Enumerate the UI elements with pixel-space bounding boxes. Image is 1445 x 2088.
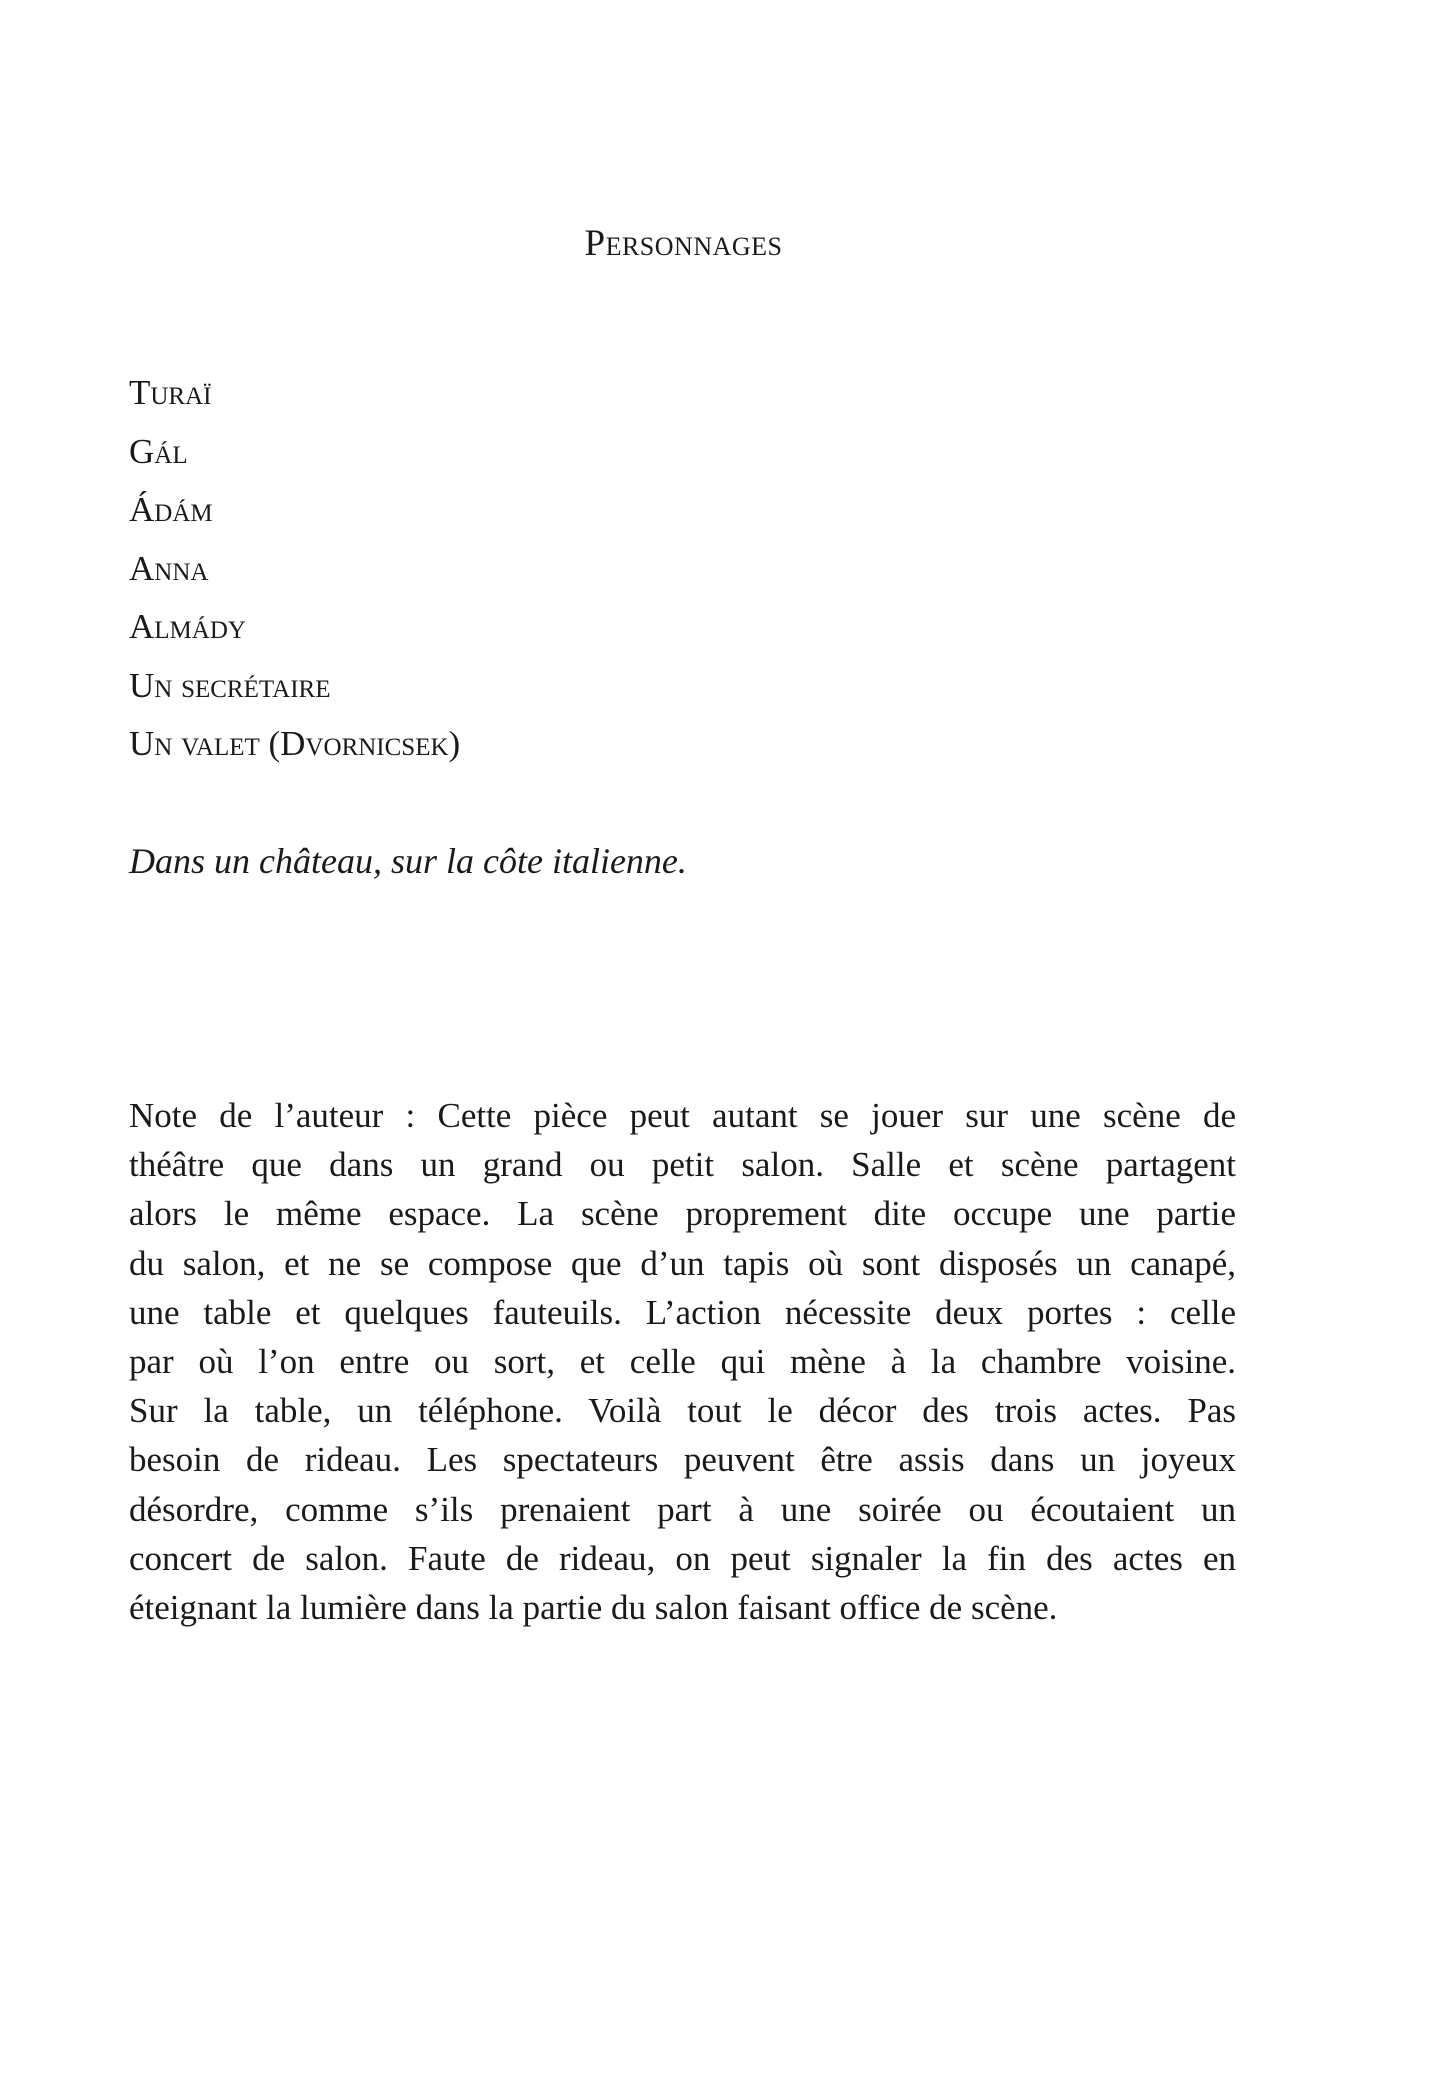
note-line: désordre, comme s’ils prenaient part à une soirée ou écoutaient un: [129, 1489, 1236, 1529]
cast-item-gal: Gál: [129, 431, 188, 471]
cast-item-adam: Ádám: [129, 490, 213, 529]
note-line: théâtre que dans un grand ou petit salon. Salle et scène partagent: [129, 1145, 1236, 1185]
author-note: [129, 1091, 1236, 1632]
cast-item-valet: Un valet (Dvornicsek): [129, 724, 461, 763]
note-line: une table et quelques fauteuils. L’action nécessite deux portes : celle: [129, 1292, 1236, 1332]
setting-line: Dans un château, sur la côte italienne.: [129, 841, 687, 881]
cast-item-almady: Almády: [129, 607, 246, 646]
note-line: Sur la table, un téléphone. Voilà tout le décor des trois actes. Pas: [129, 1391, 1236, 1431]
note-line: éteignant la lumière dans la partie du salon faisant office de scène.: [129, 1587, 1058, 1627]
cast-list: [129, 364, 460, 774]
note-line: besoin de rideau. Les spectateurs peuvent être assis dans un joyeux: [129, 1440, 1236, 1480]
note-line: alors le même espace. La scène proprement dite occupe une partie: [129, 1194, 1236, 1234]
note-line: concert de salon. Faute de rideau, on peut signaler la fin des actes en: [129, 1538, 1236, 1578]
note-line: par où l’on entre ou sort, et celle qui mène à la chambre voisine.: [129, 1341, 1236, 1381]
cast-item-secretaire: Un secrétaire: [129, 665, 331, 705]
note-line: Note de l’auteur : Cette pièce peut autant se jouer sur une scène de: [129, 1096, 1236, 1135]
cast-item-anna: Anna: [129, 548, 209, 588]
cast-item-turai: Turaï: [129, 373, 212, 412]
page-title: Personnages: [584, 223, 783, 264]
note-line: du salon, et ne se compose que d’un tapis où sont disposés un canapé,: [129, 1243, 1236, 1283]
